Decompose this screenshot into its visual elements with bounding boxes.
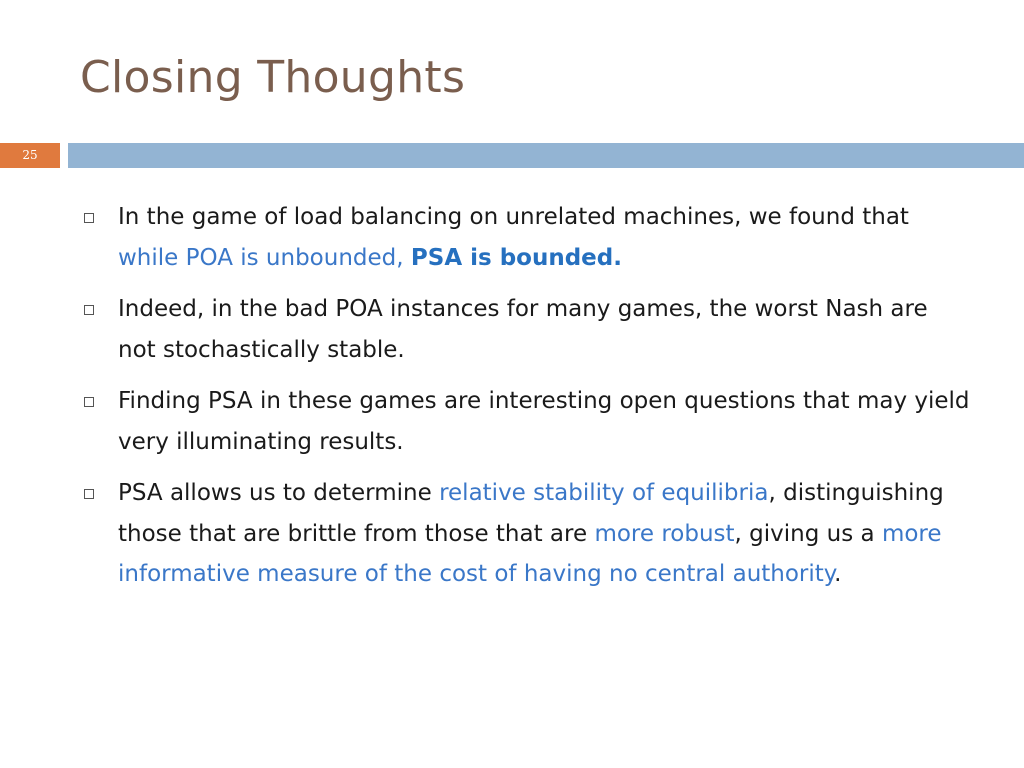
highlight-text: relative stability of equilibria [439, 480, 769, 506]
checkbox-square-icon [84, 397, 94, 407]
title-divider-bar [68, 143, 1024, 168]
bullet-text: , distinguishing those that are brittle from those that are [118, 480, 944, 547]
bullet-item [80, 289, 970, 370]
bullet-item [80, 473, 970, 595]
bullet-item [80, 197, 970, 278]
slide-number-badge: 25 [0, 143, 60, 168]
slide-title: Closing Thoughts [80, 52, 466, 103]
checkbox-square-icon [84, 305, 94, 315]
bullet-text: In the game of load balancing on unrelated machines, we found that [118, 204, 909, 230]
bullet-item [80, 381, 970, 462]
checkbox-square-icon [84, 489, 94, 499]
bullet-list [80, 197, 970, 606]
checkbox-square-icon [84, 213, 94, 223]
highlight-text: more robust [594, 520, 735, 547]
highlight-text: while POA is unbounded, [118, 244, 411, 271]
bullet-text: . [834, 561, 842, 587]
bullet-text: , giving us a [734, 520, 882, 547]
bullet-text: PSA allows us to determine [118, 480, 440, 506]
bold-highlight-text: PSA is bounded. [410, 244, 622, 271]
highlight-text: more informative measure of the cost of having no central authority [118, 520, 942, 587]
bullet-text: Finding PSA in these games are interesting open questions that may yield very illuminating results. [118, 388, 970, 455]
bullet-text: Indeed, in the bad POA instances for many games, the worst Nash are not stochastically stable. [118, 296, 928, 363]
